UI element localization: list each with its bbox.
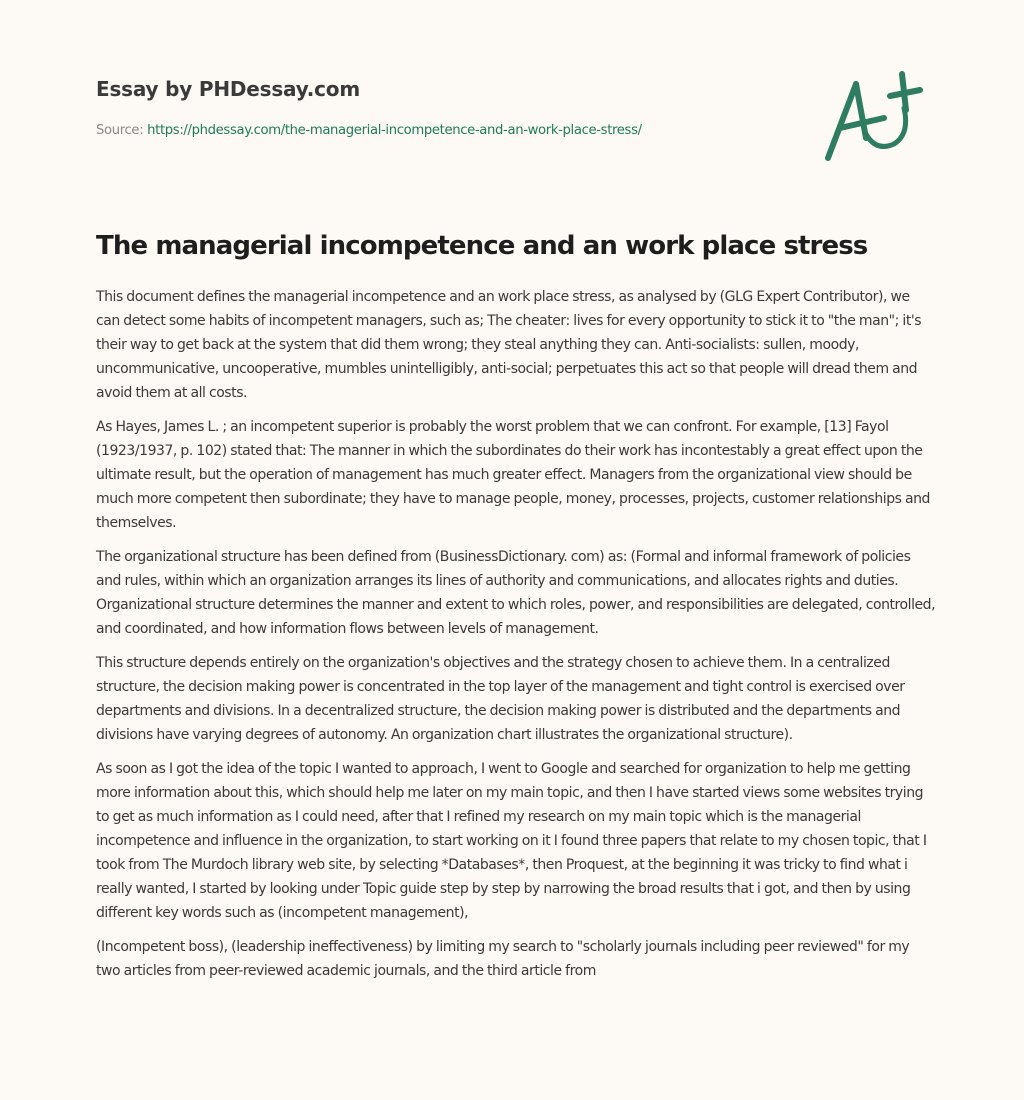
paragraph: (Incompetent boss), (leadership ineffectiveness) by limiting my search to "scholarly journals including peer reviewed" for my two articles from peer-reviewed academic journals, and the third article from [96, 939, 910, 979]
source-line [96, 121, 796, 141]
page-header [96, 74, 796, 141]
paragraph: This structure depends entirely on the organization's objectives and the strategy chosen to achieve them. In a centralized structure, the decision making power is concentrated in the top layer of the management and tight control is exercised over departments and divisions. In a decentralized structure, the decision making power is distributed and the departments and divisions have varying degrees of autonomy. An organization chart illustrates the organizational structure). [96, 655, 905, 743]
paragraph: As soon as I got the idea of the topic I wanted to approach, I went to Google and searched for organization to help me getting more information about this, which should help me later on my main topic, and then I have started views some websites trying to get as much information as I could need, after that I refined my research on my main topic which is the managerial incompetence and influence in the organization, to start working on it I found three papers that relate to my chosen topic, that I took from The Murdoch library web site, by selecting *Databases*, then Proquest, at the beginning it was tricky to find what i really wanted, I started by looking under Topic guide step by step by narrowing the broad results that i got, and then by using different key words such as (incompetent management), [96, 761, 927, 921]
source-label: Source: [96, 123, 144, 138]
paragraph: As Hayes, James L. ; an incompetent superior is probably the worst problem that we can confront. For example, [13] Fayol (1923/1937, p. 102) stated that: The manner in which the subordinates do their work has incontestably a great effect upon the ultimate result, but the operation of management has much greater effect. Managers from the organizational view should be much more competent then subordinate; they have to manage people, money, processes, projects, customer relationships and themselves. [96, 419, 930, 531]
site-title: Essay by PHDessay.com [96, 77, 360, 101]
article-title: The managerial incompetence and an work place stress [96, 231, 868, 261]
a-plus-grade-icon [818, 62, 930, 166]
source-link[interactable]: https://phdessay.com/the-managerial-incompetence-and-an-work-place-stress/ [147, 123, 642, 138]
article-body [96, 285, 936, 993]
paragraph: The organizational structure has been defined from (BusinessDictionary. com) as: (Formal and informal framework of policies and rules, within which an organization arranges its lines of authority and communications, and allocates rights and duties. Organizational structure determines the manner and extent to which roles, power, and responsibilities are delegated, controlled, and coordinated, and how information flows between levels of management. [96, 549, 936, 637]
paragraph: This document defines the managerial incompetence and an work place stress, as analysed by (GLG Expert Contributor), we can detect some habits of incompetent managers, such as; The cheater: lives for every opportunity to stick it to "the man"; it's their way to get back at the system that did them wrong; they steal anything they can. Anti-socialists: sullen, moody, uncommunicative, uncooperative, mumbles unintelligibly, anti-social; perpetuates this act so that people will dread them and avoid them at all costs. [96, 289, 922, 401]
